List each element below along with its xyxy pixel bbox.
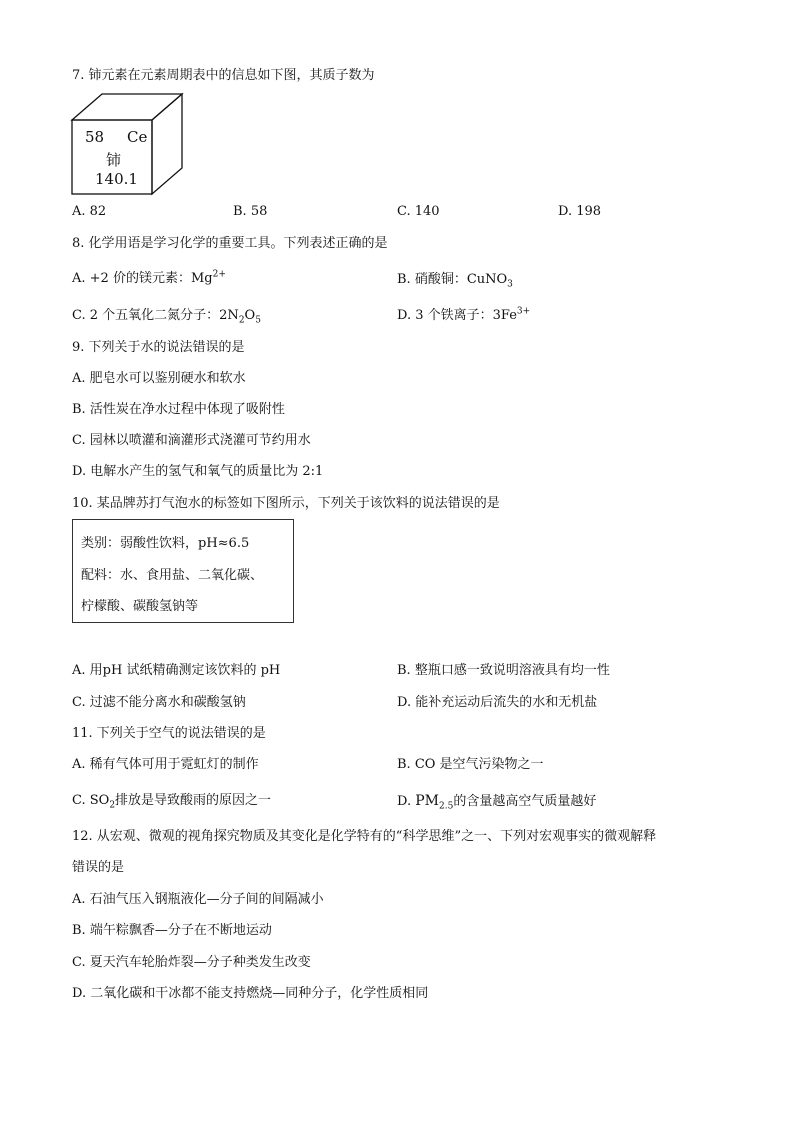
q12-option-c: C. 夏天汽车轮胎炸裂—分子种类发生改变 bbox=[72, 955, 311, 970]
q8-stem: 8. 化学用语是学习化学的重要工具。下列表述正确的是 bbox=[72, 236, 388, 251]
element-cell-cerium bbox=[70, 92, 186, 196]
q10-option-c: C. 过滤不能分离水和碳酸氢钠 bbox=[72, 695, 246, 710]
element-atomic-number: 58 bbox=[85, 128, 105, 146]
q9-option-c: C. 园林以喷灌和滴灌形式浇灌可节约用水 bbox=[72, 433, 311, 448]
q12-option-a: A. 石油气压入钢瓶液化—分子间的间隔减小 bbox=[72, 892, 324, 907]
q12-stem-line1: 12. 从宏观、微观的视角探究物质及其变化是化学特有的“科学思维”之一、下列对宏观事实的微观解释 bbox=[72, 829, 657, 844]
q10-option-a: A. 用pH 试纸精确测定该饮料的 pH bbox=[72, 663, 281, 678]
q8-option-d: D. 3 个铁离子：$3Fe^{3+}$ bbox=[397, 306, 531, 323]
q9-stem: 9. 下列关于水的说法错误的是 bbox=[72, 340, 245, 355]
q12-option-b: B. 端午粽飘香—分子在不断地运动 bbox=[72, 923, 272, 938]
q10-stem: 10. 某品牌苏打气泡水的标签如下图所示，下列关于该饮料的说法错误的是 bbox=[72, 496, 500, 511]
q11-option-c: C. $SO_2$排放是导致酸雨的原因之一 bbox=[72, 793, 272, 811]
q8-option-c: C. 2 个五氧化二氮分子：$2N_2O_5$ bbox=[72, 308, 261, 326]
element-name: 铈 bbox=[106, 151, 122, 169]
q9-option-d: D. 电解水产生的氢气和氧气的质量比为 2:1 bbox=[72, 464, 324, 479]
q9-option-a: A. 肥皂水可以鉴别硬水和软水 bbox=[72, 371, 246, 386]
q9-option-b: B. 活性炭在净水过程中体现了吸附性 bbox=[72, 402, 285, 417]
q8-option-a: A. +2 价的镁元素：$Mg^{2+}$ bbox=[72, 269, 226, 286]
q7-option-a: A. 82 bbox=[72, 204, 107, 219]
q12-stem-line2: 错误的是 bbox=[72, 860, 125, 875]
label-category: 类别：弱酸性饮料，pH≈6.5 bbox=[81, 536, 250, 551]
q12-option-d: D. 二氧化碳和干冰都不能支持燃烧—同种分子，化学性质相同 bbox=[72, 986, 429, 1001]
q11-option-a: A. 稀有气体可用于霓虹灯的制作 bbox=[72, 757, 259, 772]
q10-option-d: D. 能补充运动后流失的水和无机盐 bbox=[397, 695, 598, 710]
q8-option-b: B. 硝酸铜：CuNO$_3$ bbox=[397, 272, 513, 290]
q11-option-b: B. CO 是空气污染物之一 bbox=[397, 757, 544, 772]
element-atomic-mass: 140.1 bbox=[95, 170, 138, 188]
q7-option-b: B. 58 bbox=[233, 204, 268, 219]
element-symbol: Ce bbox=[127, 128, 148, 146]
q7-stem: 7. 铈元素在元素周期表中的信息如下图，其质子数为 bbox=[72, 68, 375, 83]
q7-option-c: C. 140 bbox=[397, 204, 440, 219]
drink-label-box bbox=[72, 519, 294, 623]
label-ingredients-2: 柠檬酸、碳酸氢钠等 bbox=[81, 599, 199, 614]
q11-option-d: D. $PM_{2.5}$的含量越高空气质量越好 bbox=[397, 793, 597, 812]
label-ingredients-1: 配料：水、食用盐、二氧化碳、 bbox=[81, 568, 264, 583]
q10-option-b: B. 整瓶口感一致说明溶液具有均一性 bbox=[397, 663, 610, 678]
q11-stem: 11. 下列关于空气的说法错误的是 bbox=[72, 726, 266, 741]
q7-option-d: D. 198 bbox=[558, 204, 602, 219]
